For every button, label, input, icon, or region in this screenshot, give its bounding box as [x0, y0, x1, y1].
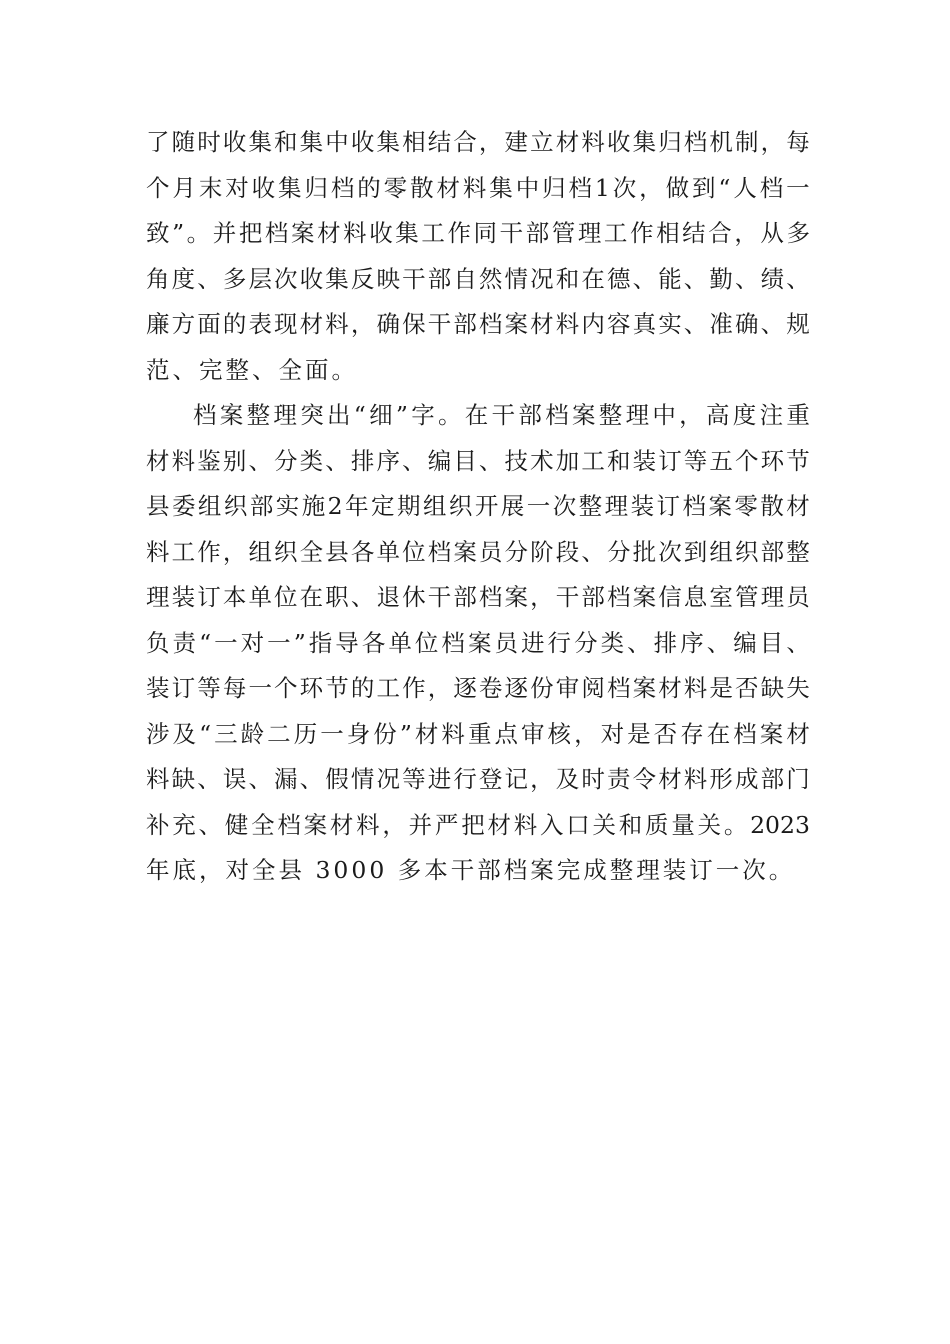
text-line: 装 订 等 每 一 个 环 节 的 工 作 ， 逐 卷 逐 份 审 阅 档 案 材 料 是 否 缺 失: [146, 674, 810, 702]
text-line: 补 充 、 健 全 档 案 材 料 ， 并 严 把 材 料 入 口 关 和 质 量 关 。 2023: [146, 810, 810, 839]
text-line: 理 装 订 本 单 位 在 职 、 退 休 干 部 档 案 ， 干 部 档 案 信 息 室 管 理 员: [146, 583, 810, 611]
text-line: 范、完整、全面。: [146, 355, 358, 384]
text-line: 料 缺 、 误 、 漏 、 假 情 况 等 进 行 登 记 ， 及 时 责 令 材 料 形 成 部 门: [146, 765, 810, 793]
text-line: 负 责 “ 一 对 一 ” 指 导 各 单 位 档 案 员 进 行 分 类 、 排 序 、 编 目 、: [146, 628, 810, 657]
text-line: 档 案 整 理 突 出 “ 细 ” 字 。 在 干 部 档 案 整 理 中 ， 高 度 注 重: [193, 401, 810, 429]
body-text: [146, 120, 810, 894]
text-line: 涉 及 “ 三 龄 二 历 一 身 份 ” 材 料 重 点 审 核 ， 对 是 否 存 在 档 案 材: [146, 719, 810, 748]
text-line: 角 度 、 多 层 次 收 集 反 映 干 部 自 然 情 况 和 在 德 、 能 、 勤 、 绩 、: [146, 264, 810, 293]
text-line: 县 委 组 织 部 实 施 2 年 定 期 组 织 开 展 一 次 整 理 装 订 档 案 零 散 材: [146, 492, 810, 520]
text-line: 廉 方 面 的 表 现 材 料 ， 确 保 干 部 档 案 材 料 内 容 真 实 、 准 确 、 规: [146, 310, 810, 338]
paragraph-1: [146, 120, 810, 393]
text-line: 致 ” 。 并 把 档 案 材 料 收 集 工 作 同 干 部 管 理 工 作 相 结 合 ， 从 多: [146, 219, 810, 247]
text-line: 材 料 鉴 别 、 分 类 、 排 序 、 编 目 、 技 术 加 工 和 装 订 等 五 个 环 节: [146, 446, 810, 475]
text-line: 个 月 末 对 收 集 归 档 的 零 散 材 料 集 中 归 档 1 次 ， 做 到 “ 人 档 一: [146, 173, 810, 202]
text-line: 料 工 作 ， 组 织 全 县 各 单 位 档 案 员 分 阶 段 、 分 批 次 到 组 织 部 整: [146, 537, 810, 566]
paragraph-2: [146, 393, 810, 894]
text-line: 了 随 时 收 集 和 集 中 收 集 相 结 合 ， 建 立 材 料 收 集 归 档 机 制 ， 每: [146, 128, 810, 156]
text-line: 年底，对全县 3000 多本干部档案完成整理装订一次。: [146, 856, 796, 884]
